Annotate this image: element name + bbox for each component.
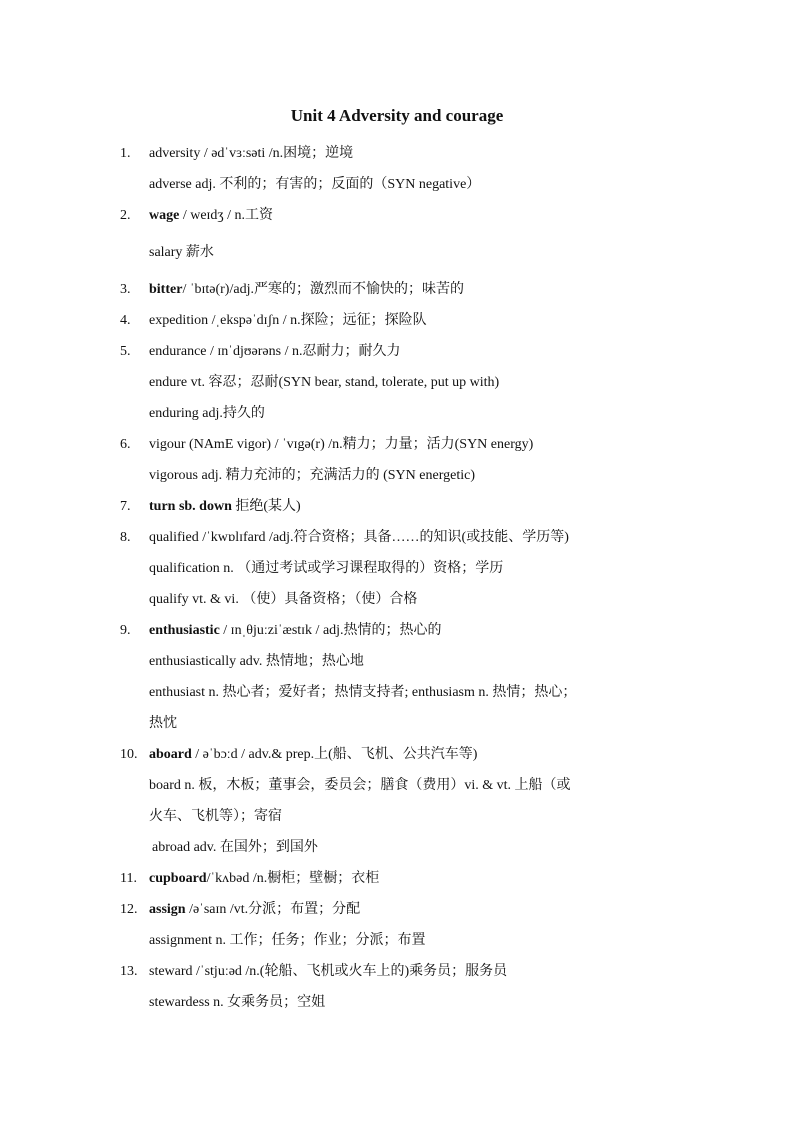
definition: 火车、飞机等）；寄宿 — [149, 809, 282, 824]
vocab-entry-subline — [0, 173, 794, 204]
entry-number: 2. — [120, 208, 131, 223]
entry-text — [149, 650, 364, 674]
definition: enthusiastically adv. 热情地；热心地 — [149, 654, 364, 669]
definition: qualify vt. & vi. （使）具备资格；（使）合格 — [149, 592, 418, 607]
entry-number: 12. — [120, 902, 138, 917]
vocab-entry-subline — [0, 712, 794, 743]
headword: enthusiastic — [149, 623, 220, 638]
entry-number: 5. — [120, 344, 131, 359]
entry-text — [149, 960, 507, 984]
entry-text — [149, 495, 301, 519]
vocabulary-list — [0, 142, 794, 1022]
entry-number: 3. — [120, 282, 131, 297]
entry-text — [149, 681, 576, 705]
entry-text — [149, 142, 353, 166]
definition: adversity / ədˈvɜːsəti /n.困境；逆境 — [149, 146, 354, 161]
entry-text — [149, 309, 427, 333]
entry-number: 13. — [120, 964, 138, 979]
vocab-entry-subline — [0, 557, 794, 588]
vocab-entry-subline — [0, 588, 794, 619]
vocab-entry — [0, 204, 794, 241]
vocab-entry — [0, 142, 794, 173]
entry-number: 8. — [120, 530, 131, 545]
definition: abroad adv. 在国外；到国外 — [152, 840, 318, 855]
definition: vigour (NAmE vigor) / ˈvɪgə(r) /n.精力；力量；活力(SYN energy) — [149, 437, 534, 452]
vocab-entry-subline — [0, 650, 794, 681]
entry-text — [149, 929, 426, 953]
vocab-entry-subline — [0, 836, 794, 867]
vocab-entry-subline — [0, 991, 794, 1022]
entry-text — [149, 712, 177, 736]
vocab-entry-subline — [0, 402, 794, 433]
entry-text — [149, 557, 503, 581]
entry-number: 1. — [120, 146, 131, 161]
headword: bitter — [149, 282, 183, 297]
vocab-entry-subline — [0, 371, 794, 402]
entry-text — [149, 173, 480, 197]
entry-text — [149, 991, 325, 1015]
vocab-entry-subline — [0, 241, 794, 278]
entry-text — [149, 464, 475, 488]
definition: vigorous adj. 精力充沛的；充满活力的 (SYN energetic) — [149, 468, 475, 483]
entry-text — [152, 836, 318, 860]
vocab-entry-subline — [0, 805, 794, 836]
entry-number: 6. — [120, 437, 131, 452]
definition: /əˈsaɪn /vt.分派；布置；分配 — [185, 902, 361, 917]
vocab-entry — [0, 433, 794, 464]
definition: enduring adj.持久的 — [149, 406, 265, 421]
definition: assignment n. 工作；任务；作业；分派；布置 — [149, 933, 426, 948]
entry-text — [149, 867, 379, 891]
entry-text — [149, 371, 499, 395]
definition: steward /ˈstjuːəd /n.(轮船、飞机或火车上的)乘务员；服务员 — [149, 964, 508, 979]
vocab-entry — [0, 743, 794, 774]
entry-text — [149, 433, 533, 457]
vocab-entry — [0, 898, 794, 929]
entry-text — [149, 204, 273, 228]
definition: board n. 板，木板；董事会，委员会；膳食（费用）vi. & vt. 上船（或 — [149, 778, 571, 793]
definition: salary 薪水 — [149, 245, 214, 260]
document-title: Unit 4 Adversity and courage — [290, 106, 504, 125]
definition: / weɪdʒ / n.工资 — [179, 208, 274, 223]
entry-text — [149, 774, 571, 798]
definition: qualification n. （通过考试或学习课程取得的）资格；学历 — [149, 561, 504, 576]
entry-text — [149, 588, 417, 612]
entry-number: 10. — [120, 747, 138, 762]
vocab-entry-subline — [0, 774, 794, 805]
definition: / ɪnˌθjuːziˈæstɪk / adj.热情的；热心的 — [219, 623, 442, 638]
definition: adverse adj. 不利的；有害的；反面的（SYN negative） — [149, 177, 481, 192]
entry-number: 9. — [120, 623, 131, 638]
entry-text — [149, 241, 214, 265]
definition: 热忱 — [149, 716, 177, 731]
definition: enthusiast n. 热心者；爱好者；热情支持者; enthusiasm n. 热情；热心； — [149, 685, 577, 700]
vocab-entry-subline — [0, 464, 794, 495]
entry-text — [149, 743, 477, 767]
entry-number: 11. — [120, 871, 137, 886]
vocab-entry — [0, 619, 794, 650]
vocab-entry — [0, 340, 794, 371]
entry-text — [149, 402, 265, 426]
entry-text — [149, 898, 360, 922]
definition: /ˈkʌbəd /n.橱柜；壁橱；衣柜 — [206, 871, 380, 886]
definition: / ˈbɪtə(r)/adj.严寒的；激烈而不愉快的；味苦的 — [182, 282, 464, 297]
definition: endurance / ɪnˈdjʊərəns / n.忍耐力；耐久力 — [149, 344, 401, 359]
vocab-entry — [0, 526, 794, 557]
entry-text — [149, 619, 442, 643]
definition: endure vt. 容忍；忍耐(SYN bear, stand, tolerate, put up with) — [149, 375, 500, 390]
vocab-entry — [0, 309, 794, 340]
vocab-entry — [0, 495, 794, 526]
headword: aboard — [149, 747, 192, 762]
definition: 拒绝(某人) — [231, 499, 301, 514]
definition: stewardess n. 女乘务员；空姐 — [149, 995, 326, 1010]
headword: turn sb. down — [149, 499, 232, 514]
definition: / əˈbɔːd / adv.& prep.上(船、飞机、公共汽车等) — [191, 747, 478, 762]
headword: wage — [149, 208, 180, 223]
headword: assign — [149, 902, 186, 917]
definition: qualified /ˈkwɒlɪfard /adj.符合资格；具备……的知识(或技能、学历等) — [149, 530, 569, 545]
headword: cupboard — [149, 871, 207, 886]
vocab-entry-subline — [0, 929, 794, 960]
vocab-entry-subline — [0, 681, 794, 712]
entry-number: 7. — [120, 499, 131, 514]
vocab-entry — [0, 867, 794, 898]
vocab-entry — [0, 278, 794, 309]
vocab-entry — [0, 960, 794, 991]
definition: expedition /ˌekspəˈdɪʃn / n.探险；远征；探险队 — [149, 313, 427, 328]
entry-text — [149, 340, 400, 364]
entry-number: 4. — [120, 313, 131, 328]
entry-text — [149, 278, 464, 302]
entry-text — [149, 526, 569, 550]
entry-text — [149, 805, 282, 829]
